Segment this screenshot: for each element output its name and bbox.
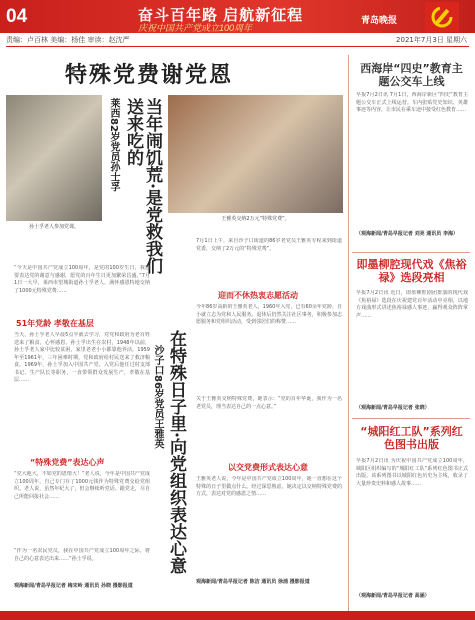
right-para-1: 早报7月2日讯 7月1日，西海岸新区“四史”教育主题公交车正式上线运营。车内张贴党史知识、英雄事迹等内容，让市民在乘车途中接受红色教育…… (356, 92, 468, 113)
divider-rule (352, 418, 470, 419)
party-emblem-icon (425, 2, 459, 32)
right-headline-2: 即墨柳腔现代戏《焦裕禄》选段亮相 (356, 258, 467, 284)
main-headline: 特殊党费谢党恩 (65, 62, 234, 88)
mid-section-2: 以交党费形式表达心意 (228, 463, 308, 472)
photo-caption-right: 王雅英交纳2万元“特殊党费”。 (221, 216, 290, 222)
vertical-title-b: 在特殊日子里·向党组织表达心意 (166, 330, 186, 574)
right-credit-3: （观海新闻/青岛早报记者 高涵） (356, 593, 430, 599)
right-credit-1: （观海新闻/青岛早报记者 刘亮 通讯员 李海） (356, 231, 459, 237)
mid-para-2: 关于王雅英交纳特殊党费，她表示：“党的百年华诞，我作为一名老党员，理当表达自己的一点心意。” (196, 396, 342, 410)
right-credit-2: （观海新闻/青岛早报记者 张晓） (356, 405, 430, 411)
mid-section-1: 迎而不休热衷志愿活动 (218, 291, 298, 300)
photo-wang-yaying (168, 95, 343, 213)
right-headline-1: 西海岸“四史”教育主题公交车上线 (360, 62, 463, 88)
column-divider (348, 55, 349, 615)
publish-date: 2021年7月3日 星期六 (396, 36, 467, 44)
banner-subtitle: 庆祝中国共产党成立100周年 (138, 23, 253, 33)
vertical-title-a: 当年闹饥荒·是党救我们送来吃的 (123, 98, 162, 274)
left-para-2: “党大地大，不如党的恩情大！”老人说，今年是中国共产党成立100周年，自己专门存了1000元钱作为特殊党费交给党组织。老人说，虽然年纪大了，但会继续听党话、跟党走，尽自己所能回报社会…… (14, 471, 150, 500)
left-section-2: “特殊党费”表达心声 (30, 458, 105, 467)
photo-sun-shifu (6, 95, 102, 221)
left-section-1: 51年党龄 孝敬在基层 (16, 319, 94, 328)
vertical-sub-a: 莱西82岁党员孙士孚 (108, 98, 119, 192)
left-para-1: 当天，孙士孚老人早晨5点半就去学习，对党和政府为老百姓送来了粮食，心怀感恩。孙士孚出生在农村，1948年以前，孙士孚老人家中比较贫困，家里老老小小都靠他养活。1959年至1961年，三年困难时期，党和政府给村民送来了救济粮食。1969年，孙士孚加入中国共产党。入党后他任过村支部书记、生产队长等职务，一直带领群众发展生产，孝敬在基层…… (14, 332, 150, 383)
vertical-sub-b: 沙子口86岁党员王雅英 (152, 345, 163, 449)
mid-para-3: 王雅英老人说，今年是中国共产党成立100周年，她一直想在这个特殊的日子里做点什么。经过深思熟虑，她决定以交纳特殊党费的方式，表达对党的感恩之情…… (196, 476, 342, 497)
mid-intro: 7月1日上午，来自沙子口街道的86岁老党员王雅英专程来到街道党委，交纳了2万元的“特殊党费”。 (196, 238, 342, 252)
right-headline-3: “城阳红工队”系列红色图书出版 (360, 425, 463, 451)
left-intro: “今天是中国共产党成立100周年，是党的100岁生日，我想要表达党的谢意与感谢，愿党的百年生日更加繁荣昌盛。”7月1日一大早，莱西市望城街道孙士孚老人，满怀感恩特地交纳了1000元特殊党费…… (14, 265, 150, 294)
mid-para-1: 今年86岁高龄的王雅英老人，1960年入党，已有60余年党龄，自小就立志为党和人民服务。退休后仍然关注社区事务，积极参加志愿服务和党组织活动，受到邻居们的称赞…… (196, 304, 342, 325)
left-credit: 观海新闻/青岛早报记者 梅宋岭 通讯员 孙晓 摄影报道 (14, 583, 133, 589)
photo-caption-left: 孙士孚老人参加党课。 (28, 224, 79, 230)
info-line (6, 34, 469, 47)
right-para-2: 早报7月2日讯 近日，即墨柳腔剧团排演的现代戏《焦裕禄》选段在庆祝建党百年活动中亮相，以地方戏曲形式讲述焦裕禄感人事迹，赢得观众阵阵掌声…… (356, 290, 468, 319)
banner-title: 奋斗百年路 启航新征程 (138, 7, 304, 24)
mid-credit: 观海新闻/青岛早报记者 陈洁 通讯员 徐浦 摄影报道 (196, 579, 310, 585)
right-para-3: 早报7月2日讯 为庆祝中国共产党成立100周年，城阳区组织编写的“城阳红工队”系列红色图书正式出版。该系列图书以城阳红色历史为主线，收录了大量珍贵史料和感人故事…… (356, 458, 468, 487)
editor-credits: 责编：卢百林 美编：杨佳 审读：赵沈严 (6, 36, 130, 44)
left-para-3: “作为一名农民党员，我在中国共产党成立100周年之际，将自己的心意表达出来……”孙士孚说。 (14, 548, 150, 562)
bottom-bar (0, 611, 475, 620)
divider-rule (352, 252, 470, 253)
newspaper-name: 青岛晚报 (361, 15, 398, 25)
page-number: 04 (6, 6, 28, 27)
